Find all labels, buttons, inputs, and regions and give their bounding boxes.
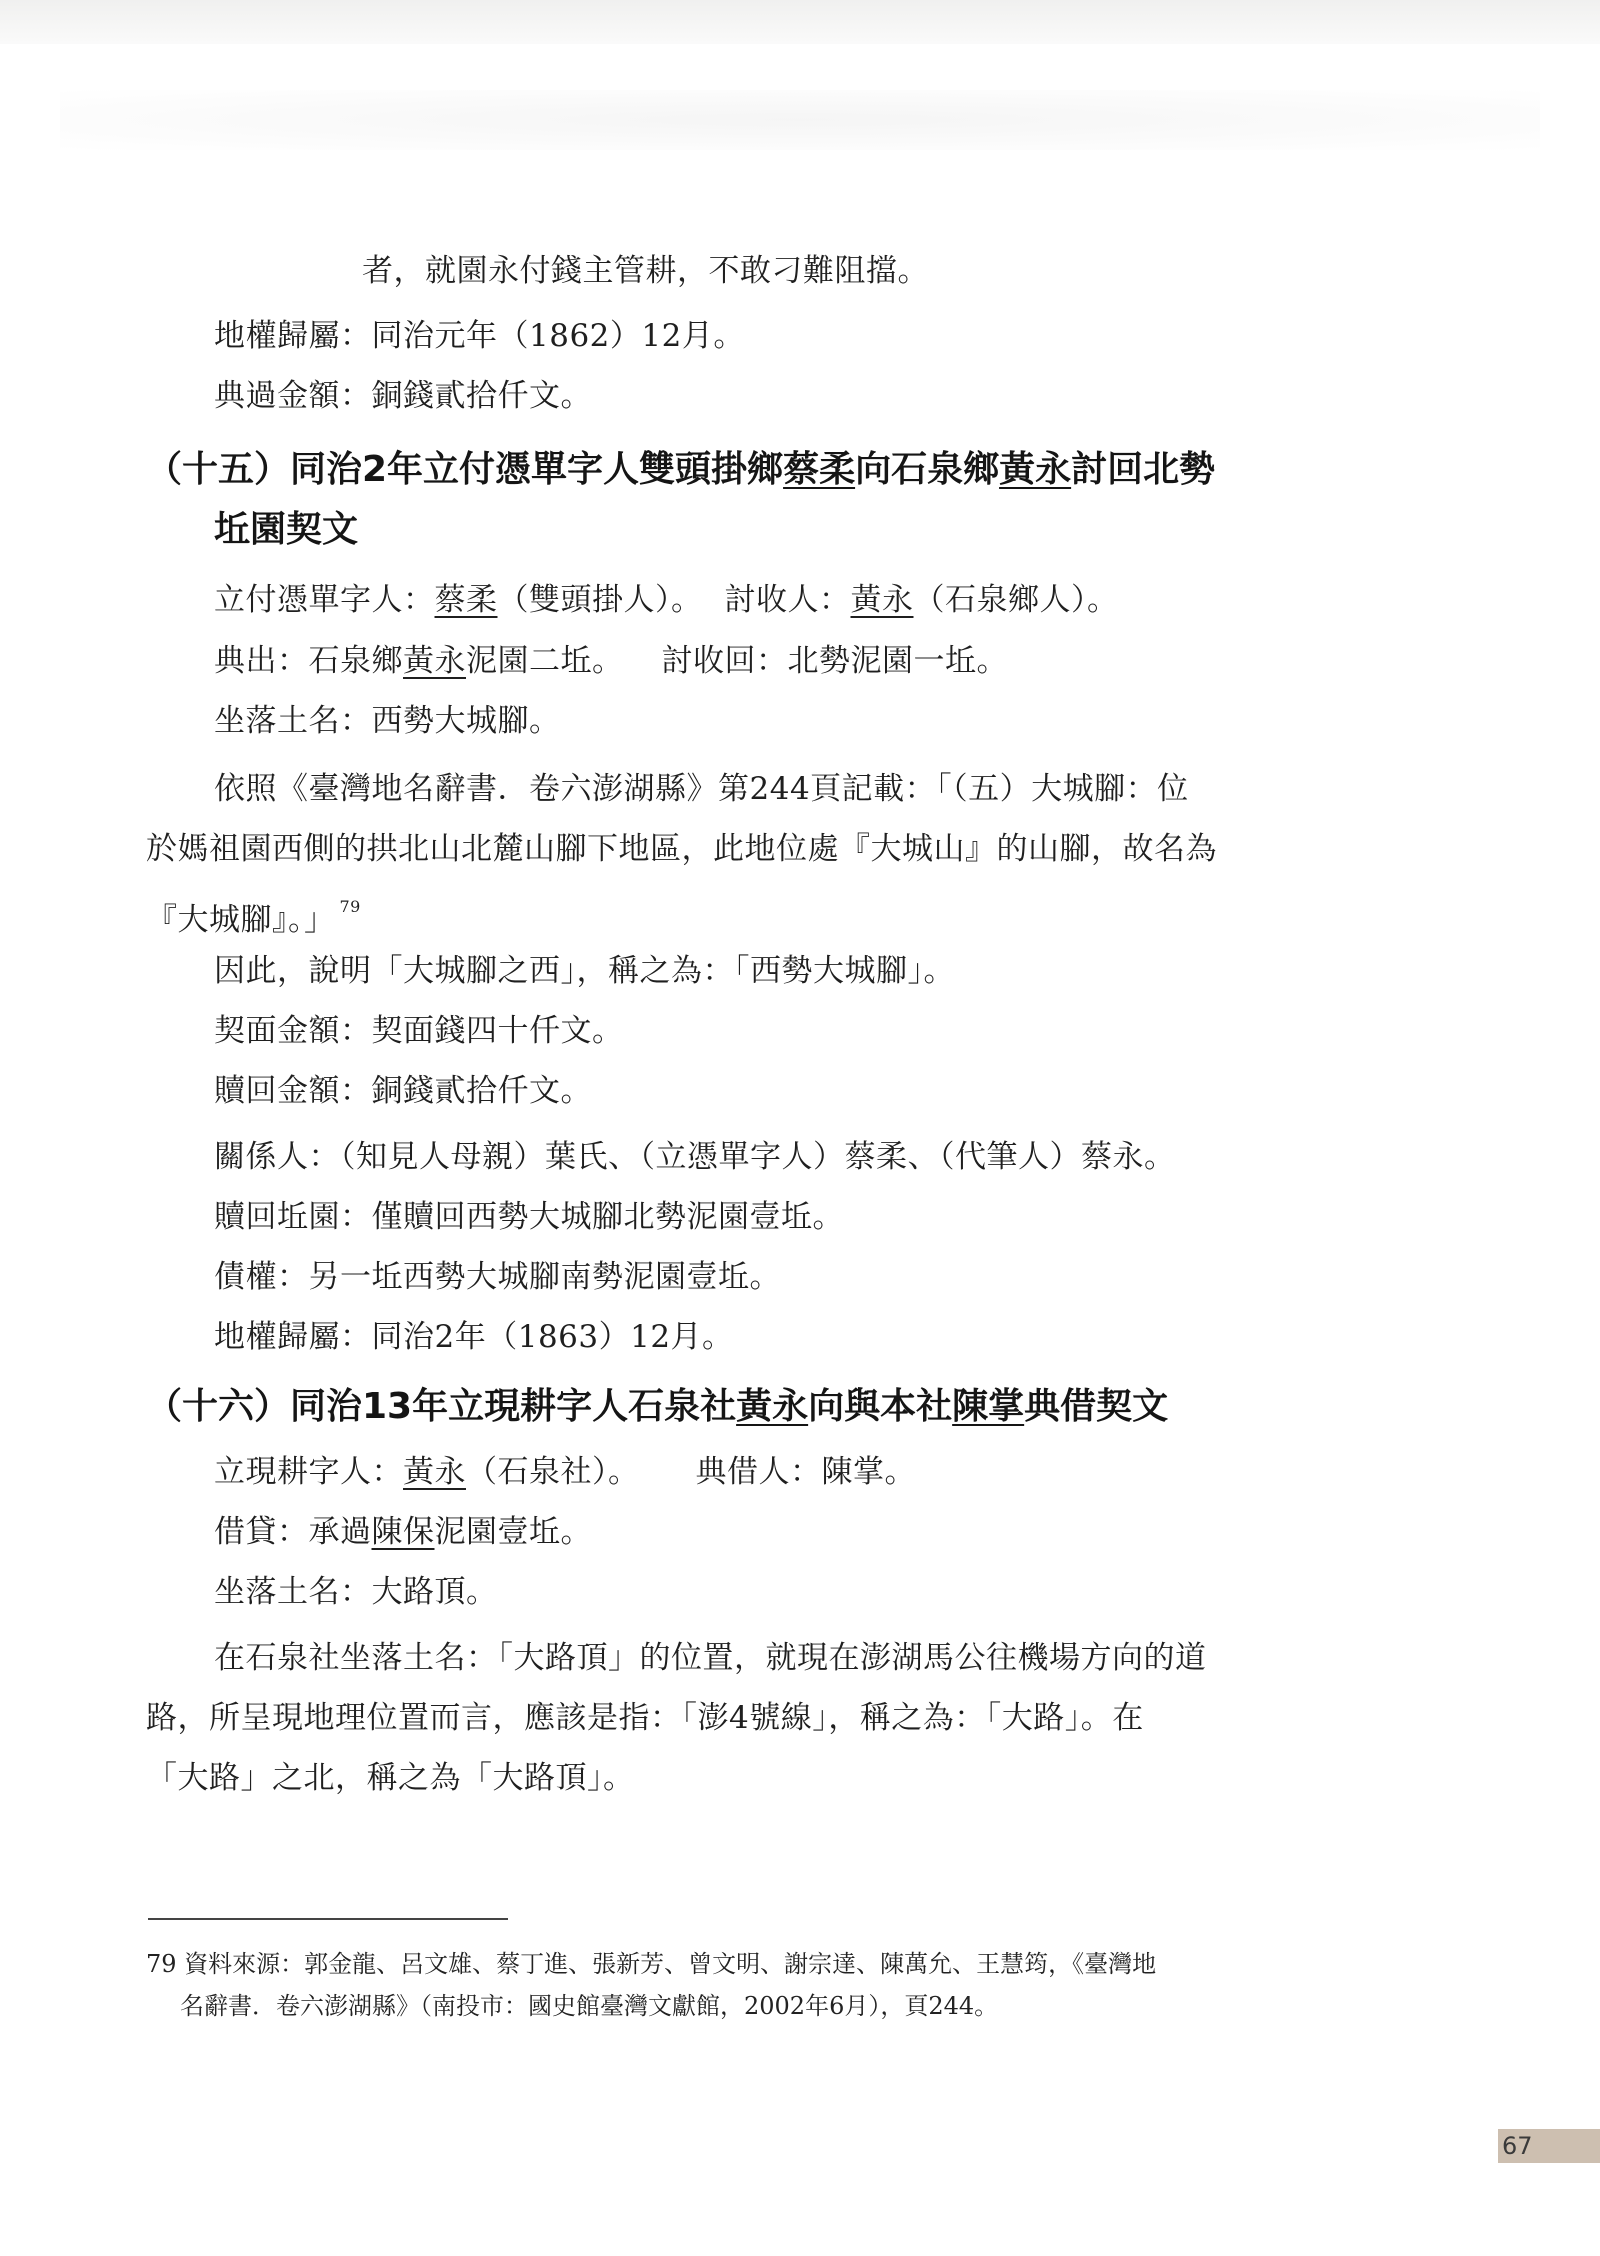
footnote-ref: 79	[339, 897, 361, 916]
text-line: 「大路」之北，稱之為「大路頂」。	[146, 1760, 635, 1796]
text: 討收回：北勢泥園一坵。	[661, 643, 1008, 679]
heading-text: 向與本社	[808, 1386, 953, 1427]
footnote-divider	[148, 1918, 508, 1920]
heading-text: 向石泉鄉	[855, 449, 1000, 490]
heading-name: 陳掌	[952, 1386, 1025, 1427]
text: （石泉社）。	[466, 1454, 640, 1490]
text-line: 地權歸屬：同治2年（1863）12月。	[214, 1319, 734, 1355]
page-number: 67	[1498, 2129, 1600, 2163]
text-line	[214, 641, 1008, 681]
person-name: 黃永	[850, 582, 914, 618]
footnote-line: 名辭書．卷六澎湖縣》（南投市：國史館臺灣文獻館，2002年6月），頁244。	[180, 1992, 999, 2020]
label: 立現耕字人：	[214, 1454, 403, 1490]
heading-text: 討回北勢	[1071, 449, 1216, 490]
label: 借貸：承過	[214, 1514, 372, 1550]
text-line: 於媽祖園西側的拱北山北麓山腳下地區，此地位處『大城山』的山腳，故名為	[146, 831, 1217, 867]
heading-text: （十六）同治13年立現耕字人石泉社	[146, 1386, 737, 1427]
text-line	[214, 1512, 592, 1552]
label: 討收人：	[724, 582, 851, 618]
text-line	[214, 580, 1119, 620]
text: 『大城腳』。」	[146, 902, 336, 938]
text-line: 地權歸屬：同治元年（1862）12月。	[214, 318, 745, 354]
text-line: 債權：另一坵西勢大城腳南勢泥園壹坵。	[214, 1259, 781, 1295]
text: 泥園壹坵。	[434, 1514, 592, 1550]
heading-name: 蔡柔	[783, 449, 856, 490]
person-name: 陳保	[371, 1514, 435, 1550]
heading-name: 黃永	[736, 1386, 809, 1427]
text-line: 坐落土名：大路頂。	[214, 1574, 498, 1610]
text-line: 在石泉社坐落土名：「大路頂」的位置，就現在澎湖馬公往機場方向的道	[214, 1640, 1207, 1676]
section-heading-15	[146, 447, 1215, 493]
footnote-line: 79 資料來源：郭金龍、呂文雄、蔡丁進、張新芳、曾文明、謝宗達、陳萬允、王慧筠，《臺灣地	[146, 1950, 1157, 1978]
text-line: 依照《臺灣地名辭書．卷六澎湖縣》第244頁記載：「（五）大城腳：位	[214, 771, 1189, 807]
text-line: 契面金額：契面錢四十仟文。	[214, 1013, 624, 1049]
person-name: 黃永	[403, 643, 466, 679]
text: 典借人：陳掌。	[695, 1454, 916, 1490]
label: 立付憑單字人：	[214, 582, 435, 618]
text-line: 贖回坵園：僅贖回西勢大城腳北勢泥園壹坵。	[214, 1199, 844, 1235]
text-line: 因此，說明「大城腳之西」，稱之為：「西勢大城腳」。	[214, 953, 955, 989]
text: （石泉鄉人）。	[913, 582, 1119, 618]
text-line: 坐落土名：西勢大城腳。	[214, 703, 561, 739]
text-line	[146, 887, 361, 940]
text-line: 路，所呈現地理位置而言，應該是指：「澎4號線」，稱之為：「大路」。在	[146, 1700, 1144, 1736]
person-name: 黃永	[403, 1454, 466, 1490]
label: 典出：石泉鄉	[214, 643, 403, 679]
text-line: 贖回金額：銅錢貳拾仟文。	[214, 1073, 592, 1109]
text-line: 典過金額：銅錢貳拾仟文。	[214, 378, 592, 414]
heading-text: 典借契文	[1024, 1386, 1169, 1427]
person-name: 蔡柔	[434, 582, 498, 618]
text-line: 關係人：（知見人母親）葉氏、（立憑單字人）蔡柔、（代筆人）蔡永。	[214, 1139, 1176, 1175]
heading-text: （十五）同治2年立付憑單字人雙頭掛鄉	[146, 449, 784, 490]
text: 泥園二坵。	[466, 643, 624, 679]
text-line: 者，就園永付錢主管耕，不敢刁難阻擋。	[362, 253, 929, 289]
heading-name: 黃永	[999, 449, 1072, 490]
section-heading-15-line2: 坵園契文	[214, 509, 359, 550]
text-line	[214, 1452, 916, 1492]
text: （雙頭掛人）。	[497, 582, 703, 618]
section-heading-16	[146, 1384, 1168, 1430]
